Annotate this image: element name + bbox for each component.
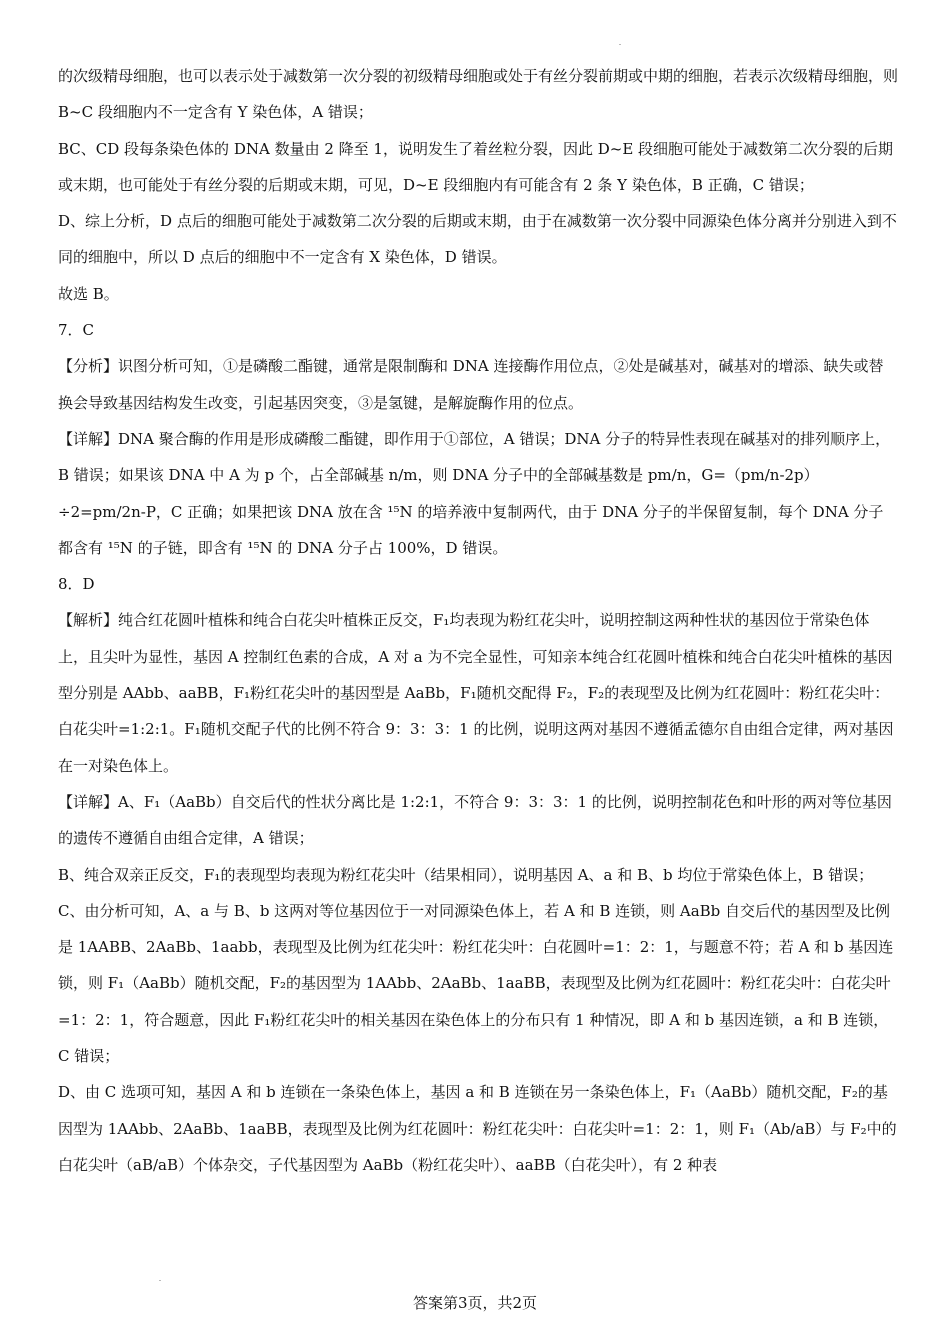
paragraph: 【解析】纯合红花圆叶植株和纯合白花尖叶植株正反交，F₁均表现为粉红花尖叶，说明控制这两种性状的基因位于常染色体上，且尖叶为显性，基因 A 控制红色素的合成，A 对 a 为不完全显性，可知亲本纯合红花圆叶植株和纯合白花尖叶植株的基因型分别是 AAbb、aaBB，F₁粉红花尖叶的基因型是 AaBb，F₁随机交配得 F₂，F₂的表现型及比例为红花圆叶：粉红花尖叶：白花尖叶=1:2:1。F₁随机交配子代的比例不符合 9：3：3：1 的比例，说明这两对基因不遵循孟德尔自由组合定律，两对基因在一对染色体上。	[58, 611, 894, 775]
question-number: 8．D	[58, 575, 95, 594]
scan-dot	[619, 44, 621, 45]
document-body	[58, 58, 898, 1183]
paragraph: C、由分析可知，A、a 与 B、b 这两对等位基因位于一对同源染色体上，若 A 和 B 连锁，则 AaBb 自交后代的基因型及比例是 1AABB、2AaBb、1aabb，表现型及比例为红花尖叶：粉红花尖叶：白花圆叶=1：2：1，与题意不符；若 A 和 b 基因连锁，则 F₁（AaBb）随机交配，F₂的基因型为 1AAbb、2AaBb、1aaBB，表现型及比例为红花圆叶：粉红花尖叶：白花尖叶=1：2：1，符合题意，因此 F₁粉红花尖叶的相关基因在染色体上的分布只有 1 种情况，即 A 和 b 基因连锁，a 和 B 连锁，C 错误；	[58, 901, 894, 1066]
paragraph: 【详解】DNA 聚合酶的作用是形成磷酸二酯键，即作用于①部位，A 错误；DNA 分子的特异性表现在碱基对的排列顺序上，B 错误；如果该 DNA 中 A 为 p 个，占全部碱基 n/m，则 DNA 分子中的全部碱基数是 pm/n，G=（pm/n-2p）÷2=pm/2n-P，C 正确；如果把该 DNA 放在含 ¹⁵N 的培养液中复制两代，由于 DNA 分子的半保留复制，每个 DNA 分子都含有 ¹⁵N 的子链，即含有 ¹⁵N 的 DNA 分子占 100%，D 错误。	[58, 429, 891, 557]
paragraph: D、综上分析，D 点后的细胞可能处于减数第二次分裂的后期或末期，由于在减数第一次分裂中同源染色体分离并分别进入到不同的细胞中，所以 D 点后的细胞中不一定含有 X 染色体，D 错误。	[58, 212, 897, 267]
page-footer: 答案第3页，共2页	[412, 1294, 538, 1312]
question-number: 7．C	[58, 321, 95, 340]
scan-dot	[159, 1280, 161, 1281]
paragraph: 的次级精母细胞，也可以表示处于减数第一次分裂的初级精母细胞或处于有丝分裂前期或中期的细胞，若表示次级精母细胞，则 B~C 段细胞内不一定含有 Y 染色体，A 错误；	[58, 67, 899, 122]
paragraph: 【分析】识图分析可知，①是磷酸二酯键，通常是限制酶和 DNA 连接酶作用位点，②处是碱基对，碱基对的增添、缺失或替换会导致基因结构发生改变，引起基因突变，③是氢键，是解旋酶作用的位点。	[58, 357, 884, 412]
paragraph: 【详解】A、F₁（AaBb）自交后代的性状分离比是 1:2:1，不符合 9：3：3：1 的比例，说明控制花色和叶形的两对等位基因的遗传不遵循自由组合定律，A 错误；	[58, 792, 892, 848]
paragraph: 故选 B。	[58, 284, 119, 303]
paragraph: D、由 C 选项可知，基因 A 和 b 连锁在一条染色体上，基因 a 和 B 连锁在另一条染色体上，F₁（AaBb）随机交配，F₂的基因型为 1AAbb、2AaBb、1aaBB，表现型及比例为红花圆叶：粉红花尖叶：白花尖叶=1：2：1，则 F₁（Ab/aB）与 F₂中的白花尖叶（aB/aB）个体杂交，子代基因型为 AaBb（粉红花尖叶）、aaBB（白花尖叶），有 2 种表	[58, 1083, 897, 1174]
paragraph: B、纯合双亲正反交，F₁的表现型均表现为粉红花尖叶（结果相同），说明基因 A、a 和 B、b 均位于常染色体上，B 错误；	[58, 865, 874, 884]
paragraph: BC、CD 段每条染色体的 DNA 数量由 2 降至 1，说明发生了着丝粒分裂，因此 D~E 段细胞可能处于减数第二次分裂的后期或末期，也可能处于有丝分裂的后期或末期，可见，D~E 段细胞内有可能含有 2 条 Y 染色体，B 正确，C 错误；	[58, 139, 894, 194]
